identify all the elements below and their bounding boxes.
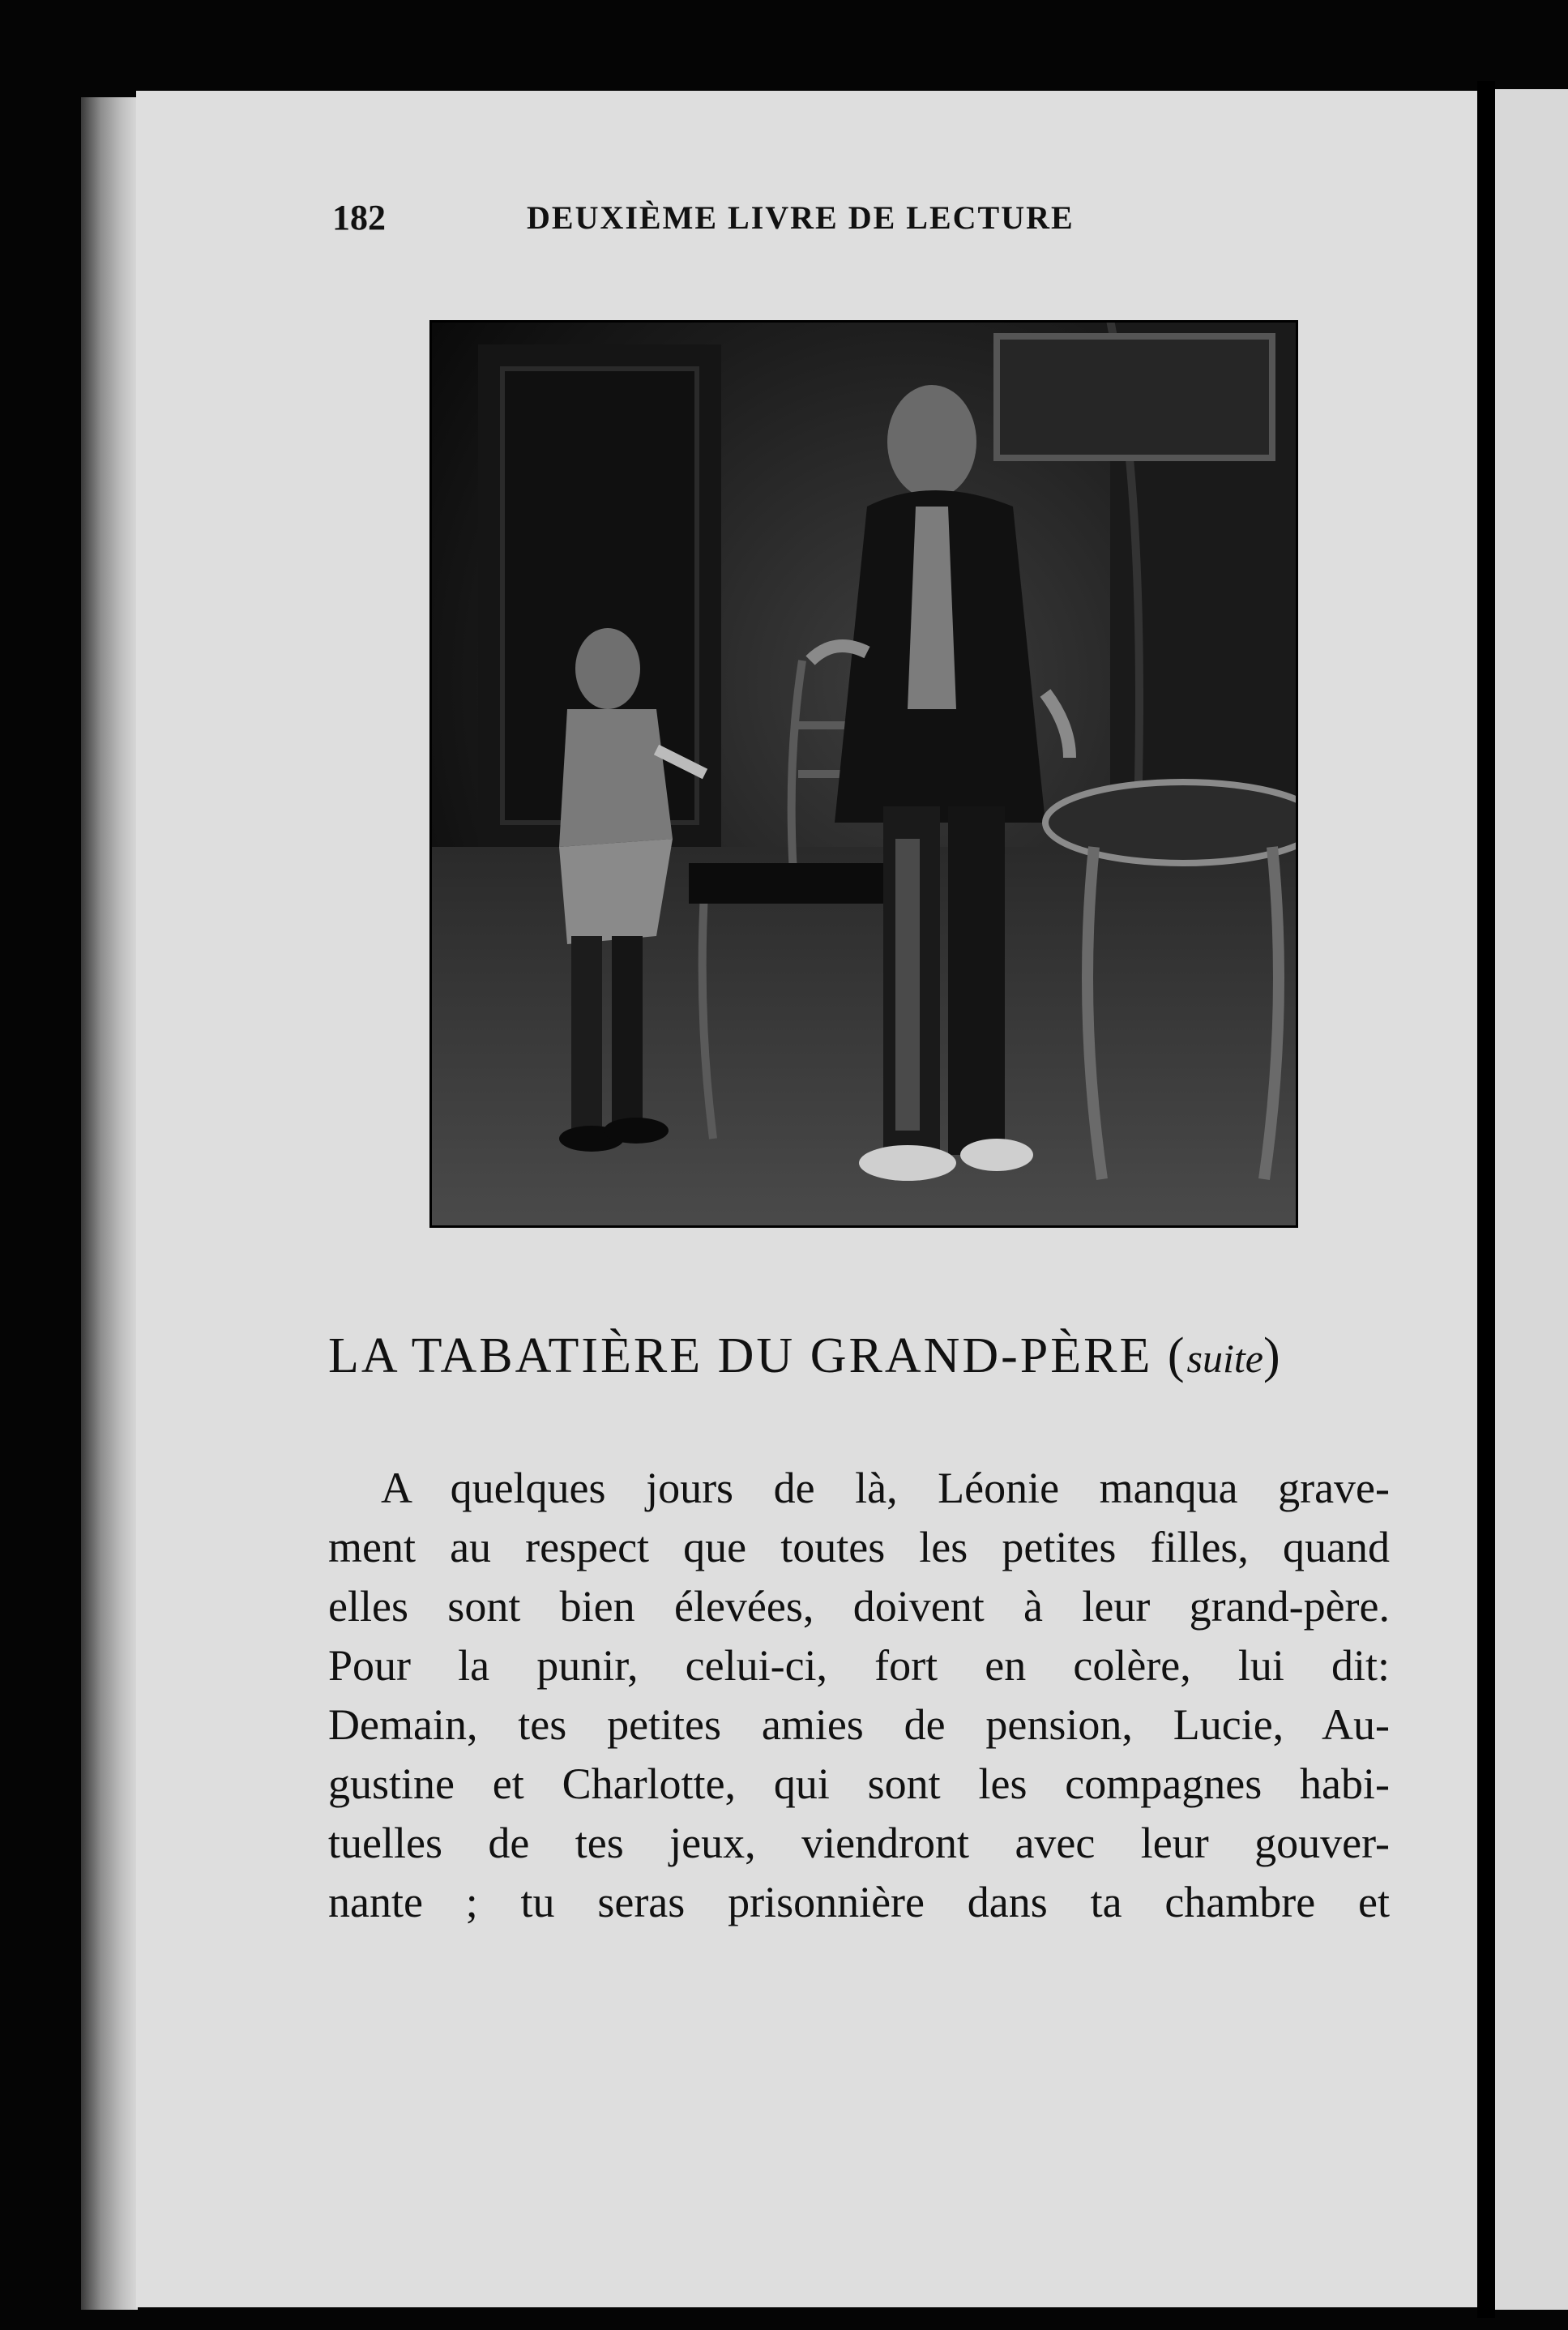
- text-line: Pour la punir, celui-ci, fort en colère, lui dit:: [328, 1641, 1390, 1690]
- running-head: [332, 193, 1475, 242]
- grandfather-and-child-illustration: [429, 320, 1298, 1228]
- text-line: ment au respect que toutes les petites filles, quand: [328, 1523, 1390, 1571]
- page-number: 182: [332, 197, 386, 237]
- book-title: DEUXIÈME LIVRE DE LECTURE: [527, 199, 1075, 236]
- text-line: gustine et Charlotte, qui sont les compagnes habi-: [328, 1759, 1390, 1808]
- chapter-title-text: LA TABATIÈRE DU GRAND-PÈRE: [328, 1328, 1153, 1383]
- text-line: elles sont bien élevées, doivent à leur grand-père.: [328, 1582, 1390, 1631]
- body-paragraph: [328, 1459, 1390, 1932]
- next-page-edge: [1495, 89, 1568, 2310]
- text-line: nante ; tu seras prisonnière dans ta chambre et: [328, 1878, 1390, 1926]
- text-line: A quelques jours de là, Léonie manqua grave-: [381, 1464, 1390, 1512]
- chapter-suite: suite: [1186, 1336, 1263, 1381]
- book-spine: [81, 97, 138, 2310]
- illustration-drawing: [429, 320, 1298, 1228]
- page-gutter: [1477, 81, 1495, 2318]
- chapter-title: LA TABATIÈRE DU GRAND-PÈRE (suite): [328, 1328, 1283, 1383]
- text-line: tuelles de tes jeux, viendront avec leur gouver-: [328, 1819, 1390, 1867]
- text-line: Demain, tes petites amies de pension, Lucie, Au-: [328, 1700, 1390, 1749]
